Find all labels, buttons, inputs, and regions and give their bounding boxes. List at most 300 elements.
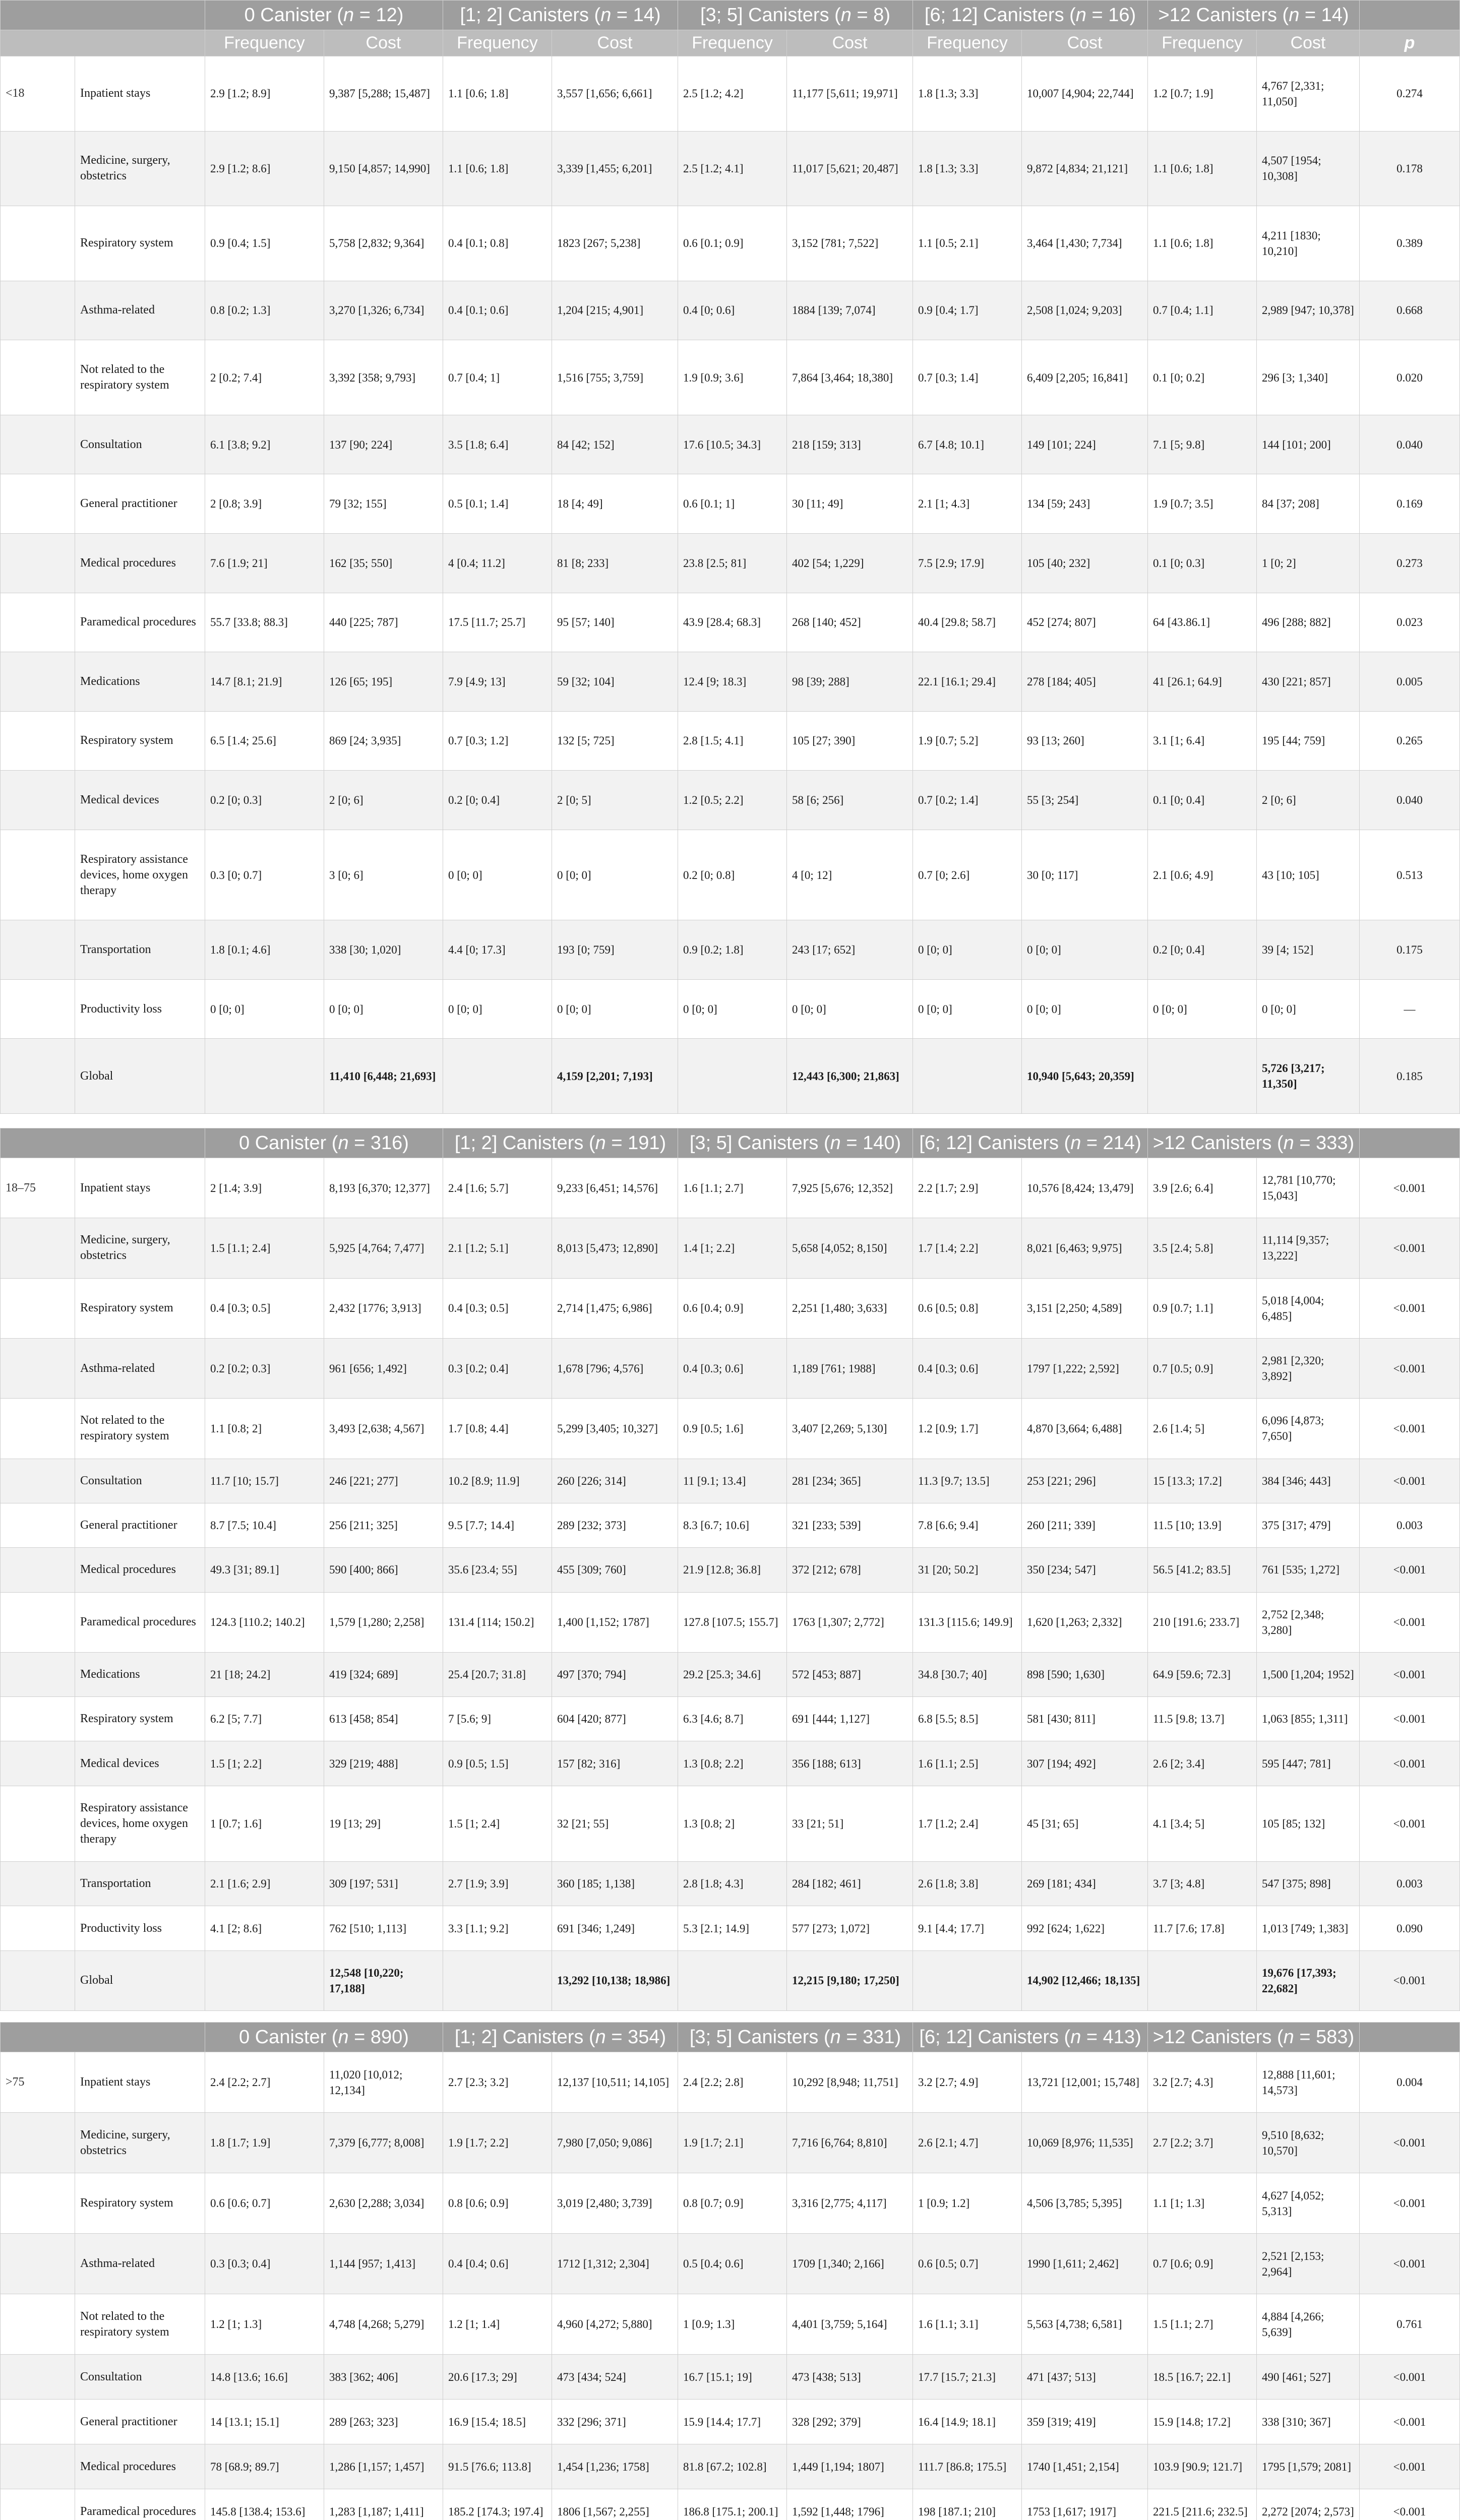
frequency-cell: 17.6 [10.5; 34.3]	[678, 415, 787, 474]
cost-cell: 338 [30; 1,020]	[324, 920, 443, 980]
age-cell-empty	[1, 771, 75, 830]
frequency-cell: 17.5 [11.7; 25.7]	[443, 593, 552, 652]
p-value-cell: <0.001	[1360, 2400, 1460, 2444]
row-label: Global	[75, 1950, 205, 2010]
p-value-cell: <0.001	[1360, 1338, 1460, 1398]
frequency-cell: 1.2 [0.5; 2.2]	[678, 771, 787, 830]
cost-cell: 30 [11; 49]	[787, 474, 913, 534]
group-n: n	[338, 2027, 349, 2048]
frequency-cell: 0.9 [0.5; 1.6]	[678, 1399, 787, 1459]
table-row	[1, 652, 1460, 712]
frequency-cell: 0.7 [0.3; 1.2]	[443, 711, 552, 771]
cost-cell: 3 [0; 6]	[324, 830, 443, 920]
cost-cell: 19 [13; 29]	[324, 1786, 443, 1861]
frequency-cell: 8.3 [6.7; 10.6]	[678, 1503, 787, 1547]
age-cell-empty	[1, 2400, 75, 2444]
cost-cell: 572 [453; 887]	[787, 1652, 913, 1696]
cost-cell: 1795 [1,579; 2081]	[1257, 2444, 1360, 2489]
cost-cell: 4,748 [4,268; 5,279]	[324, 2294, 443, 2355]
cost-cell: 455 [309; 760]	[552, 1548, 678, 1592]
age-group-label: <18	[1, 56, 75, 132]
table-row	[1, 1278, 1460, 1338]
frequency-cell: 41 [26.1; 64.9]	[1148, 652, 1257, 712]
frequency-cell: 3.5 [2.4; 5.8]	[1148, 1218, 1257, 1278]
cost-cell: 195 [44; 759]	[1257, 711, 1360, 771]
cost-column-header: Cost	[1257, 30, 1360, 56]
frequency-cell: 56.5 [41.2; 83.5]	[1148, 1548, 1257, 1592]
frequency-cell: 0.9 [0.2; 1.8]	[678, 920, 787, 980]
frequency-cell: 0.4 [0.3; 0.5]	[205, 1278, 324, 1338]
p-value-cell: 0.668	[1360, 281, 1460, 340]
row-label: Inpatient stays	[75, 1158, 205, 1218]
cost-cell: 0 [0; 0]	[324, 979, 443, 1039]
age-cell-empty	[1, 533, 75, 593]
age-cell-empty	[1, 1218, 75, 1278]
table-row	[1, 920, 1460, 980]
frequency-cell: 0.7 [0.5; 0.9]	[1148, 1338, 1257, 1398]
row-label: Medical devices	[75, 771, 205, 830]
row-label: Respiratory assistance devices, home oxygen therapy	[75, 1786, 205, 1861]
group-n: n	[595, 1132, 606, 1154]
frequency-cell: 35.6 [23.4; 55]	[443, 1548, 552, 1592]
row-label: Consultation	[75, 1459, 205, 1503]
cost-cell: 1 [0; 2]	[1257, 533, 1360, 593]
frequency-cell: 0.2 [0; 0.8]	[678, 830, 787, 920]
cost-cell: 0 [0; 0]	[1257, 979, 1360, 1039]
group-n: n	[600, 5, 612, 26]
frequency-cell: 14 [13.1; 15.1]	[205, 2400, 324, 2444]
cost-cell: 0 [0; 0]	[1022, 979, 1148, 1039]
frequency-cell: 145.8 [138.4; 153.6]	[205, 2489, 324, 2520]
frequency-cell: 29.2 [25.3; 34.6]	[678, 1652, 787, 1696]
frequency-cell: 198 [187.1; 210]	[913, 2489, 1022, 2520]
table-row	[1, 711, 1460, 771]
group-n: n	[1283, 1132, 1294, 1154]
age-cell-empty	[1, 1338, 75, 1398]
group-n: n	[343, 5, 354, 26]
frequency-cell: 7.1 [5; 9.8]	[1148, 415, 1257, 474]
cost-cell: 144 [101; 200]	[1257, 415, 1360, 474]
p-value-cell: <0.001	[1360, 1218, 1460, 1278]
group-header	[443, 2023, 678, 2052]
frequency-cell: 0.1 [0; 0.3]	[1148, 533, 1257, 593]
frequency-cell: 6.2 [5; 7.7]	[205, 1697, 324, 1741]
frequency-cell: 25.4 [20.7; 31.8]	[443, 1652, 552, 1696]
table-row	[1, 1906, 1460, 1950]
frequency-cell: 0.7 [0.6; 0.9]	[1148, 2234, 1257, 2294]
table-row	[1, 1697, 1460, 1741]
frequency-cell: 2.4 [2.2; 2.8]	[678, 2052, 787, 2113]
age-cell-empty	[1, 1039, 75, 1114]
group-count: = 413)	[1081, 2027, 1141, 2048]
group-header	[678, 2023, 913, 2052]
frequency-cell: 2.8 [1.8; 4.3]	[678, 1862, 787, 1906]
table-row	[1, 533, 1460, 593]
p-value-cell: 0.040	[1360, 771, 1460, 830]
row-label: Not related to the respiratory system	[75, 1399, 205, 1459]
frequency-cell: 1.2 [0.7; 1.9]	[1148, 56, 1257, 132]
frequency-cell: 1.9 [0.9; 3.6]	[678, 340, 787, 415]
cost-cell: 581 [430; 811]	[1022, 1697, 1148, 1741]
frequency-cell: 2.1 [1.2; 5.1]	[443, 1218, 552, 1278]
frequency-cell: 3.5 [1.8; 6.4]	[443, 415, 552, 474]
frequency-cell: 0.7 [0; 2.6]	[913, 830, 1022, 920]
frequency-cell: 40.4 [29.8; 58.7]	[913, 593, 1022, 652]
p-value-cell: <0.001	[1360, 1278, 1460, 1338]
frequency-cell: 2 [1.4; 3.9]	[205, 1158, 324, 1218]
p-value-cell: 0.090	[1360, 1906, 1460, 1950]
cost-cell: 869 [24; 3,935]	[324, 711, 443, 771]
frequency-cell: 14.8 [13.6; 16.6]	[205, 2355, 324, 2400]
group-label: [3; 5] Canisters (	[700, 5, 841, 26]
age-cell-empty	[1, 1548, 75, 1592]
group-header	[205, 1, 443, 30]
frequency-cell: 4.1 [2; 8.6]	[205, 1906, 324, 1950]
cost-table-under-18	[0, 0, 1460, 1114]
frequency-column-header: Frequency	[678, 30, 787, 56]
frequency-cell: 0.1 [0; 0.2]	[1148, 340, 1257, 415]
cost-cell: 12,137 [10,511; 14,105]	[552, 2052, 678, 2113]
frequency-cell	[913, 1950, 1022, 2010]
frequency-cell: 2.6 [1.8; 3.8]	[913, 1862, 1022, 1906]
cost-cell: 1,579 [1,280; 2,258]	[324, 1592, 443, 1652]
frequency-cell	[443, 1950, 552, 2010]
frequency-cell: 8.7 [7.5; 10.4]	[205, 1503, 324, 1547]
frequency-cell: 0 [0; 0]	[205, 979, 324, 1039]
cost-cell: 43 [10; 105]	[1257, 830, 1360, 920]
frequency-cell: 14.7 [8.1; 21.9]	[205, 652, 324, 712]
frequency-cell: 2.2 [1.7; 2.9]	[913, 1158, 1022, 1218]
cost-cell: 898 [590; 1,630]	[1022, 1652, 1148, 1696]
table-row	[1, 2444, 1460, 2489]
age-cell-empty	[1, 2444, 75, 2489]
cost-cell: 4,401 [3,759; 5,164]	[787, 2294, 913, 2355]
frequency-cell: 0.6 [0.5; 0.8]	[913, 1278, 1022, 1338]
frequency-cell: 6.7 [4.8; 10.1]	[913, 415, 1022, 474]
cost-cell: 1740 [1,451; 2,154]	[1022, 2444, 1148, 2489]
frequency-cell: 186.8 [175.1; 200.1]	[678, 2489, 787, 2520]
cost-cell: 2 [0; 5]	[552, 771, 678, 830]
row-label: General practitioner	[75, 2400, 205, 2444]
group-n: n	[1075, 5, 1086, 26]
table-row	[1, 2294, 1460, 2355]
p-value-cell: <0.001	[1360, 2444, 1460, 2489]
frequency-cell: 0.8 [0.7; 0.9]	[678, 2173, 787, 2234]
cost-cell: 10,069 [8,976; 11,535]	[1022, 2113, 1148, 2173]
cost-cell: 4 [0; 12]	[787, 830, 913, 920]
group-n: n	[830, 1132, 841, 1154]
group-label: [1; 2] Canisters (	[454, 2027, 595, 2048]
cost-cell: 595 [447; 781]	[1257, 1741, 1360, 1786]
cost-cell: 5,758 [2,832; 9,364]	[324, 206, 443, 281]
table-row	[1, 1548, 1460, 1592]
row-label: Medical procedures	[75, 533, 205, 593]
cost-cell: 1990 [1,611; 2,462]	[1022, 2234, 1148, 2294]
p-value-cell: 0.178	[1360, 131, 1460, 206]
group-count: = 14)	[1299, 5, 1349, 26]
row-label: Respiratory system	[75, 206, 205, 281]
cost-column-header: Cost	[787, 30, 913, 56]
cost-cell: 4,870 [3,664; 6,488]	[1022, 1399, 1148, 1459]
frequency-cell: 43.9 [28.4; 68.3]	[678, 593, 787, 652]
cost-cell: 328 [292; 379]	[787, 2400, 913, 2444]
age-cell-empty	[1, 2355, 75, 2400]
header-blank-p	[1360, 2023, 1460, 2052]
cost-cell: 12,781 [10,770; 15,043]	[1257, 1158, 1360, 1218]
age-cell-empty	[1, 415, 75, 474]
frequency-cell: 15 [13.3; 17.2]	[1148, 1459, 1257, 1503]
row-label: Asthma-related	[75, 281, 205, 340]
frequency-cell: 2.9 [1.2; 8.9]	[205, 56, 324, 132]
table-row	[1, 1338, 1460, 1398]
cost-cell: 2 [0; 6]	[1257, 771, 1360, 830]
cost-cell: 3,316 [2,775; 4,117]	[787, 2173, 913, 2234]
frequency-cell: 11.5 [10; 13.9]	[1148, 1503, 1257, 1547]
cost-cell: 490 [461; 527]	[1257, 2355, 1360, 2400]
frequency-cell: 12.4 [9; 18.3]	[678, 652, 787, 712]
cost-cell: 1,283 [1,187; 1,411]	[324, 2489, 443, 2520]
cost-cell: 243 [17; 652]	[787, 920, 913, 980]
row-label: Not related to the respiratory system	[75, 2294, 205, 2355]
frequency-cell: 91.5 [76.6; 113.8]	[443, 2444, 552, 2489]
p-value-cell: 0.273	[1360, 533, 1460, 593]
cost-cell: 126 [65; 195]	[324, 652, 443, 712]
cost-cell: 6,409 [2,205; 16,841]	[1022, 340, 1148, 415]
cost-cell: 1806 [1,567; 2,255]	[552, 2489, 678, 2520]
cost-cell: 13,721 [12,001; 15,748]	[1022, 2052, 1148, 2113]
frequency-cell: 0.2 [0.2; 0.3]	[205, 1338, 324, 1398]
group-n: n	[1283, 2027, 1294, 2048]
cost-cell: 2,981 [2,320; 3,892]	[1257, 1338, 1360, 1398]
table-row	[1, 56, 1460, 132]
table-row	[1, 131, 1460, 206]
age-cell-empty	[1, 830, 75, 920]
table-row	[1, 206, 1460, 281]
cost-cell: 11,020 [10,012; 12,134]	[324, 2052, 443, 2113]
cost-cell: 284 [182; 461]	[787, 1862, 913, 1906]
frequency-cell: 31 [20; 50.2]	[913, 1548, 1022, 1592]
group-label: 0 Canister (	[244, 5, 344, 26]
group-count: = 331)	[840, 2027, 901, 2048]
cost-table-over-75	[0, 2022, 1460, 2520]
row-label: Medicine, surgery, obstetrics	[75, 131, 205, 206]
frequency-cell	[1148, 1950, 1257, 2010]
cost-cell: 419 [324; 689]	[324, 1652, 443, 1696]
frequency-cell: 185.2 [174.3; 197.4]	[443, 2489, 552, 2520]
p-value-cell: 0.005	[1360, 652, 1460, 712]
group-header	[913, 2023, 1148, 2052]
frequency-cell: 0.9 [0.5; 1.5]	[443, 1741, 552, 1786]
frequency-cell: 18.5 [16.7; 22.1]	[1148, 2355, 1257, 2400]
frequency-cell: 0.8 [0.2; 1.3]	[205, 281, 324, 340]
frequency-cell: 1.7 [1.4; 2.2]	[913, 1218, 1022, 1278]
group-label: [3; 5] Canisters (	[689, 2027, 830, 2048]
cost-cell: 2,714 [1,475; 6,986]	[552, 1278, 678, 1338]
frequency-cell: 1.6 [1.1; 2.7]	[678, 1158, 787, 1218]
p-value-cell: 0.020	[1360, 340, 1460, 415]
cost-cell: 430 [221; 857]	[1257, 652, 1360, 712]
cost-cell: 12,548 [10,220; 17,188]	[324, 1950, 443, 2010]
cost-cell: 7,716 [6,764; 8,810]	[787, 2113, 913, 2173]
cost-cell: 497 [370; 794]	[552, 1652, 678, 1696]
frequency-cell	[678, 1950, 787, 2010]
table-row	[1, 1862, 1460, 1906]
frequency-cell: 3.2 [2.7; 4.9]	[913, 2052, 1022, 2113]
frequency-cell: 1.5 [1.1; 2.4]	[205, 1218, 324, 1278]
row-label: Medical procedures	[75, 1548, 205, 1592]
cost-cell: 289 [263; 323]	[324, 2400, 443, 2444]
p-value-cell: <0.001	[1360, 1950, 1460, 2010]
frequency-cell: 1.9 [1.7; 2.2]	[443, 2113, 552, 2173]
frequency-cell: 131.3 [115.6; 149.9]	[913, 1592, 1022, 1652]
row-label: Consultation	[75, 2355, 205, 2400]
cost-cell: 256 [211; 325]	[324, 1503, 443, 1547]
p-value-cell: 0.003	[1360, 1862, 1460, 1906]
frequency-cell: 1.6 [1.1; 3.1]	[913, 2294, 1022, 2355]
frequency-cell: 0.9 [0.4; 1.7]	[913, 281, 1022, 340]
frequency-cell: 0.6 [0.5; 0.7]	[913, 2234, 1022, 2294]
row-label: Respiratory system	[75, 1697, 205, 1741]
cost-cell: 11,177 [5,611; 19,971]	[787, 56, 913, 132]
frequency-cell	[205, 1950, 324, 2010]
group-header	[678, 1128, 913, 1158]
cost-cell: 1884 [139; 7,074]	[787, 281, 913, 340]
frequency-cell: 1.6 [1.1; 2.5]	[913, 1741, 1022, 1786]
cost-cell: 9,233 [6,451; 14,576]	[552, 1158, 678, 1218]
p-value-cell: 0.265	[1360, 711, 1460, 771]
frequency-cell: 49.3 [31; 89.1]	[205, 1548, 324, 1592]
row-label: Medicine, surgery, obstetrics	[75, 2113, 205, 2173]
cost-cell: 253 [221; 296]	[1022, 1459, 1148, 1503]
frequency-cell: 2.5 [1.2; 4.2]	[678, 56, 787, 132]
cost-cell: 375 [317; 479]	[1257, 1503, 1360, 1547]
cost-cell: 5,925 [4,764; 7,477]	[324, 1218, 443, 1278]
frequency-column-header: Frequency	[913, 30, 1022, 56]
cost-cell: 0 [0; 0]	[1022, 920, 1148, 980]
frequency-cell: 1.8 [1.7; 1.9]	[205, 2113, 324, 2173]
frequency-cell: 0.4 [0.1; 0.6]	[443, 281, 552, 340]
cost-cell: 1753 [1,617; 1917]	[1022, 2489, 1148, 2520]
group-header	[443, 1, 678, 30]
frequency-cell	[205, 1039, 324, 1114]
p-value-cell: 0.389	[1360, 206, 1460, 281]
cost-cell: 9,387 [5,288; 15,487]	[324, 56, 443, 132]
table-row	[1, 2355, 1460, 2400]
table-row	[1, 1786, 1460, 1861]
frequency-cell	[678, 1039, 787, 1114]
header-blank	[1, 1, 205, 30]
frequency-cell: 1.9 [0.7; 3.5]	[1148, 474, 1257, 534]
table-row	[1, 340, 1460, 415]
cost-cell: 2,251 [1,480; 3,633]	[787, 1278, 913, 1338]
cost-column-header: Cost	[324, 30, 443, 56]
table-row	[1, 1218, 1460, 1278]
cost-cell: 1,286 [1,157; 1,457]	[324, 2444, 443, 2489]
p-value-cell: <0.001	[1360, 1158, 1460, 1218]
cost-cell: 3,392 [358; 9,793]	[324, 340, 443, 415]
cost-cell: 372 [212; 678]	[787, 1548, 913, 1592]
age-cell-empty	[1, 1950, 75, 2010]
frequency-cell: 2.9 [1.2; 8.6]	[205, 131, 324, 206]
subheader-blank	[1, 30, 205, 56]
cost-cell: 278 [184; 405]	[1022, 652, 1148, 712]
frequency-cell: 22.1 [16.1; 29.4]	[913, 652, 1022, 712]
cost-cell: 11,114 [9,357; 13,222]	[1257, 1218, 1360, 1278]
p-column-header: p	[1360, 30, 1460, 56]
age-group-label: 18–75	[1, 1158, 75, 1218]
p-value-cell: <0.001	[1360, 1592, 1460, 1652]
frequency-cell: 1.2 [1; 1.4]	[443, 2294, 552, 2355]
frequency-cell: 0.5 [0.4; 0.6]	[678, 2234, 787, 2294]
table-row	[1, 1503, 1460, 1547]
cost-cell: 761 [535; 1,272]	[1257, 1548, 1360, 1592]
frequency-cell: 221.5 [211.6; 232.5]	[1148, 2489, 1257, 2520]
frequency-cell: 2.6 [1.4; 5]	[1148, 1399, 1257, 1459]
cost-cell: 10,940 [5,643; 20,359]	[1022, 1039, 1148, 1114]
p-value-cell: 0.169	[1360, 474, 1460, 534]
frequency-cell: 64.9 [59.6; 72.3]	[1148, 1652, 1257, 1696]
header-blank	[1, 2023, 205, 2052]
group-label: [3; 5] Canisters (	[689, 1132, 830, 1154]
frequency-cell: 0.4 [0.3; 0.6]	[913, 1338, 1022, 1398]
cost-cell: 268 [140; 452]	[787, 593, 913, 652]
cost-cell: 1,063 [855; 1,311]	[1257, 1697, 1360, 1741]
age-cell-empty	[1, 593, 75, 652]
frequency-cell: 2.5 [1.2; 4.1]	[678, 131, 787, 206]
cost-cell: 3,270 [1,326; 6,734]	[324, 281, 443, 340]
frequency-cell: 1.1 [0.6; 1.8]	[443, 56, 552, 132]
age-group-label: >75	[1, 2052, 75, 2113]
frequency-cell: 21 [18; 24.2]	[205, 1652, 324, 1696]
cost-cell: 12,888 [11,601; 14,573]	[1257, 2052, 1360, 2113]
table-row	[1, 830, 1460, 920]
frequency-cell: 3.3 [1.1; 9.2]	[443, 1906, 552, 1950]
cost-cell: 12,215 [9,180; 17,250]	[787, 1950, 913, 2010]
cost-cell: 4,960 [4,272; 5,880]	[552, 2294, 678, 2355]
frequency-cell: 0 [0; 0]	[913, 920, 1022, 980]
frequency-cell: 0.2 [0; 0.3]	[205, 771, 324, 830]
frequency-cell: 3.7 [3; 4.8]	[1148, 1862, 1257, 1906]
cost-cell: 440 [225; 787]	[324, 593, 443, 652]
frequency-column-header: Frequency	[1148, 30, 1257, 56]
frequency-cell: 6.5 [1.4; 25.6]	[205, 711, 324, 771]
cost-cell: 9,150 [4,857; 14,990]	[324, 131, 443, 206]
cost-cell: 2,432 [1776; 3,913]	[324, 1278, 443, 1338]
frequency-cell: 1.5 [1; 2.4]	[443, 1786, 552, 1861]
table-row	[1, 1039, 1460, 1114]
age-cell-empty	[1, 1459, 75, 1503]
frequency-cell: 1.2 [1; 1.3]	[205, 2294, 324, 2355]
p-value-cell: <0.001	[1360, 1697, 1460, 1741]
cost-cell: 2,630 [2,288; 3,034]	[324, 2173, 443, 2234]
cost-cell: 2 [0; 6]	[324, 771, 443, 830]
cost-cell: 5,018 [4,004; 6,485]	[1257, 1278, 1360, 1338]
frequency-cell: 78 [68.9; 89.7]	[205, 2444, 324, 2489]
frequency-cell: 111.7 [86.8; 175.5]	[913, 2444, 1022, 2489]
cost-cell: 105 [40; 232]	[1022, 533, 1148, 593]
frequency-cell: 21.9 [12.8; 36.8]	[678, 1548, 787, 1592]
cost-cell: 296 [3; 1,340]	[1257, 340, 1360, 415]
frequency-cell: 0.6 [0.1; 0.9]	[678, 206, 787, 281]
table-row	[1, 474, 1460, 534]
frequency-cell: 3.2 [2.7; 4.3]	[1148, 2052, 1257, 2113]
cost-cell: 4,211 [1830; 10,210]	[1257, 206, 1360, 281]
frequency-column-header: Frequency	[443, 30, 552, 56]
cost-cell: 14,902 [12,466; 18,135]	[1022, 1950, 1148, 2010]
group-n: n	[840, 5, 851, 26]
frequency-cell: 7.6 [1.9; 21]	[205, 533, 324, 593]
cost-cell: 309 [197; 531]	[324, 1862, 443, 1906]
